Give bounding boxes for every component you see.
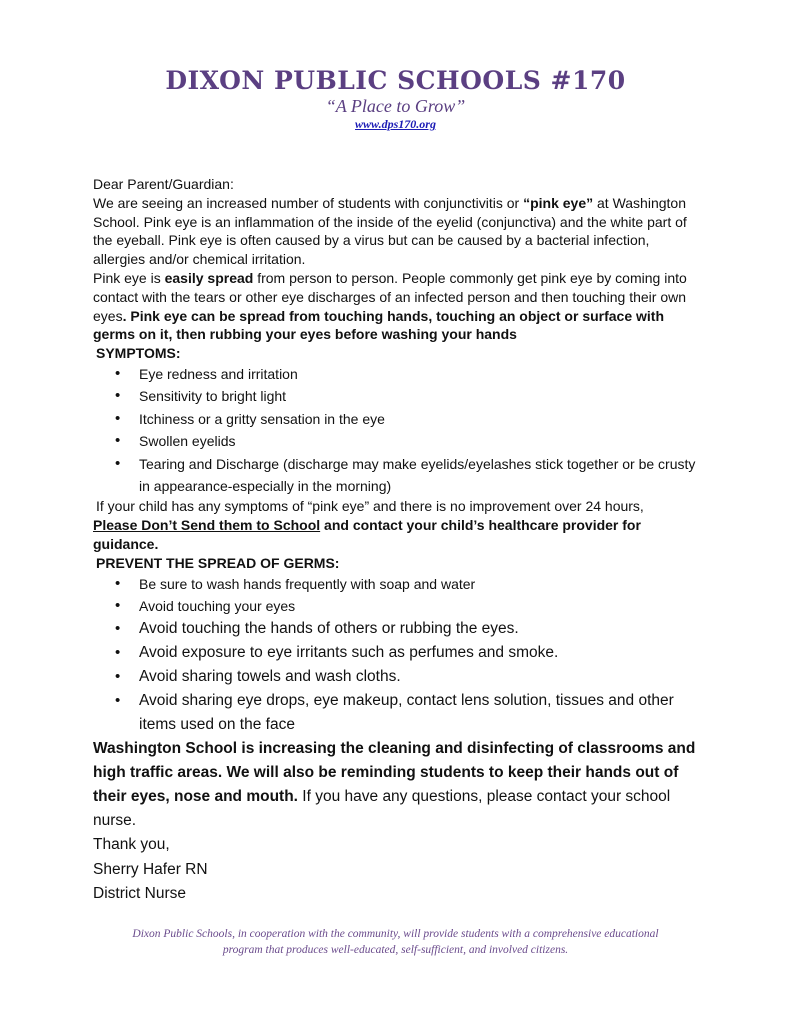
list-item: • Avoid exposure to eye irritants such as perfumes and smoke. (93, 641, 705, 665)
school-motto: “A Place to Grow” (325, 96, 466, 116)
list-item: • Avoid sharing eye drops, eye makeup, contact lens solution, tissues and other items used on the face (93, 689, 705, 737)
symptoms-advice: If your child has any symptoms of “pink eye” and there is no improvement over 24 hours, (96, 498, 644, 515)
symptoms-heading: SYMPTOMS: (96, 345, 181, 362)
list-item: • Avoid touching your eyes (93, 595, 705, 617)
list-item: • Tearing and Discharge (discharge may make eyelids/eyelashes stick together or be crusty in appearance-especially in the morning) (93, 453, 705, 498)
intro-text: We are seeing an increased number of students with conjunctivitis or (93, 194, 524, 211)
spread-paragraph (93, 269, 705, 344)
list-item: • Avoid touching the hands of others or rubbing the eyes. (93, 617, 705, 641)
pink-eye-term: “pink eye” (523, 194, 594, 211)
closing-line: Thank you, (93, 836, 170, 854)
easily-spread-term: easily spread (164, 269, 254, 286)
prevent-heading: PREVENT THE SPREAD OF GERMS: (96, 554, 340, 571)
list-item: • Avoid sharing towels and wash cloths. (93, 665, 705, 689)
school-website-link[interactable]: www.dps170.org (355, 117, 436, 131)
spread-warning: . Pink eye can be spread from touching hands, touching an object or surface with germs on it, then rubbing your eyes before washing your hands (93, 307, 665, 343)
list-item: • Itchiness or a gritty sensation in the eye (93, 408, 705, 430)
list-item: • Sensitivity to bright light (93, 385, 705, 407)
signer-title: District Nurse (93, 884, 187, 902)
intro-text-cont: at Washington School. Pink eye is an inflammation of the inside of the eyelid (conjunctiva) and the white part of the eyeball. Pink eye is often caused by a virus but can be caused by a bacterial infection, allergies and/or chemical irritation. (93, 194, 687, 268)
prevent-list (93, 573, 705, 737)
contact-provider-text: and contact your child’s healthcare provider for guidance. (93, 517, 641, 552)
dont-send-warning: Please Don’t Send them to School (93, 517, 321, 534)
stay-home-advice (93, 516, 705, 554)
questions-text: If you have any questions, please contact your school nurse. (93, 788, 671, 830)
signature-block (93, 833, 705, 906)
cleaning-paragraph (93, 737, 705, 834)
letterhead (0, 66, 791, 132)
symptoms-list (93, 363, 705, 497)
list-item: • Be sure to wash hands frequently with soap and water (93, 573, 705, 595)
mission-line-1: Dixon Public Schools, in cooperation with the community, will provide students with a comprehensive educational (132, 928, 659, 940)
letter-body (93, 175, 705, 906)
intro-paragraph (93, 194, 705, 269)
school-title: DIXON PUBLIC SCHOOLS #170 (165, 66, 626, 95)
spread-text-cont: from person to person. People commonly get pink eye by coming into contact with the tears or other eye discharges of an infected person and then touching their own eyes (93, 269, 687, 324)
mission-statement (60, 926, 731, 958)
signer-name: Sherry Hafer RN (93, 860, 208, 878)
list-item: • Eye redness and irritation (93, 363, 705, 385)
spread-text: Pink eye is (93, 269, 165, 286)
cleaning-notice: Washington School is increasing the cleaning and disinfecting of classrooms and high traffic areas. We will also be reminding students to keep their hands out of their eyes, nose and mouth. (93, 739, 696, 805)
greeting: Dear Parent/Guardian: (93, 176, 234, 192)
list-item: • Swollen eyelids (93, 430, 705, 452)
mission-line-2: program that produces well-educated, self-sufficient, and involved citizens. (222, 944, 569, 956)
